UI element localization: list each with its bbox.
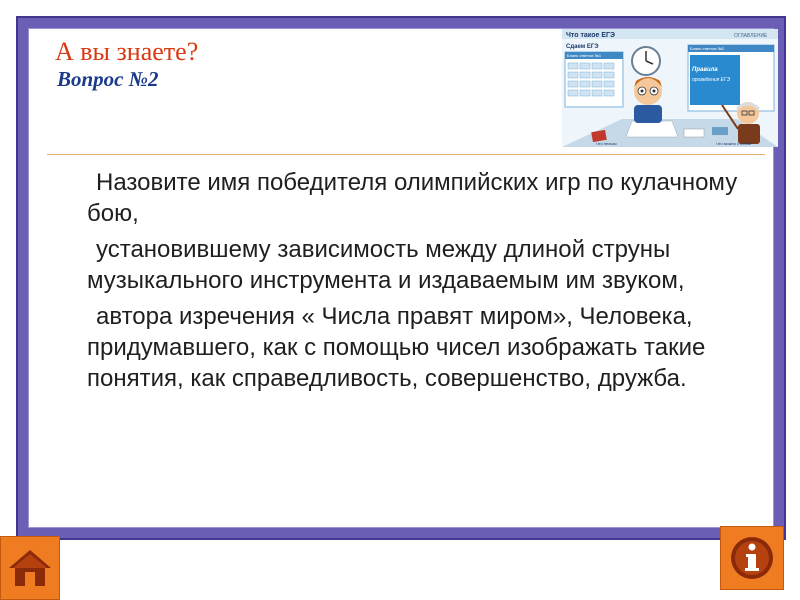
question-paragraph: Назовите имя победителя олимпийских игр по кулачному бою,	[87, 169, 738, 227]
title-divider	[47, 154, 765, 155]
slide-title: А вы знаете?	[55, 37, 199, 66]
question-text	[87, 167, 767, 399]
footer-left: Что нельзя	[596, 141, 617, 146]
footer-right: Что можно с собой	[716, 141, 752, 146]
slide-subtitle: Вопрос №2	[57, 67, 159, 91]
right-heading: Бланк ответов №2	[690, 46, 725, 51]
home-icon	[7, 546, 53, 590]
ege-illustration	[562, 29, 778, 147]
banner-link: ОГЛАВЛЕНИЕ	[734, 33, 768, 39]
info-icon	[728, 534, 776, 582]
question-paragraph: установившему зависимость между длиной струны музыкального инструмента и издаваемым им звуком,	[87, 236, 685, 294]
right-text-2: проведения ЕГЭ	[692, 77, 731, 83]
slide-frame	[16, 16, 786, 540]
home-button[interactable]	[0, 536, 60, 600]
question-paragraph: автора изречения « Числа правят миром», Человека, придумавшего, как с помощью чисел изображать такие понятия, как справедливость, совершенство, дружба.	[87, 303, 706, 392]
slide-content	[28, 28, 774, 528]
banner-title: Что такое ЕГЭ	[566, 32, 615, 39]
info-button[interactable]	[720, 526, 784, 590]
left-sub: Бланк ответов №1	[567, 53, 602, 58]
left-heading: Сдаем ЕГЭ	[566, 44, 599, 50]
right-text-1: Правила	[692, 67, 718, 73]
